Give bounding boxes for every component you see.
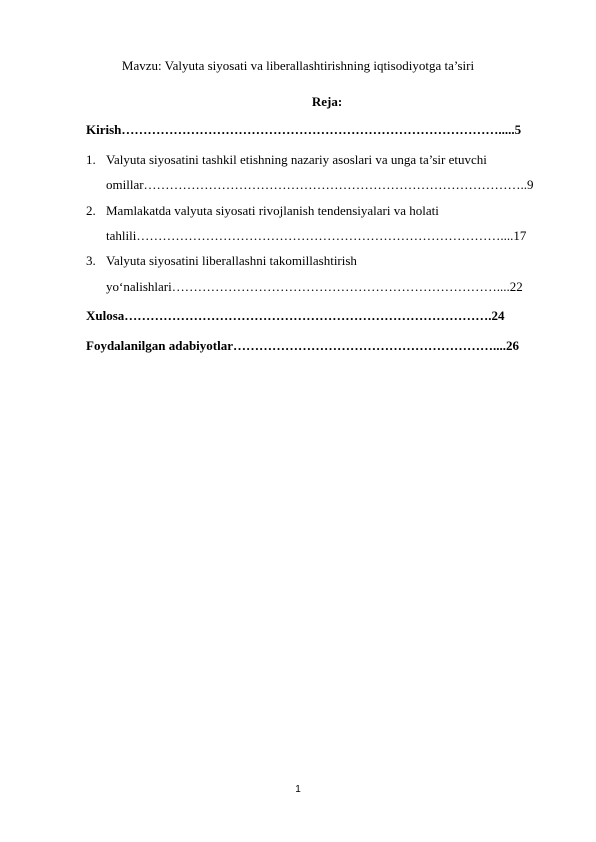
- toc-item-title-continuation: tahlili…………………………………………………………………………....17: [106, 228, 527, 243]
- toc-intro: Kirish…………………………………………………………………………….....5: [86, 122, 522, 137]
- toc-item-title-continuation: omillar……………………………………………………………………………..9: [106, 177, 534, 192]
- toc-item-title: Valyuta siyosatini liberallashni takomillashtirish: [106, 253, 357, 268]
- toc-conclusion: Xulosa………………………………………………………………………….24: [86, 308, 505, 323]
- plan-heading: Reja:: [311, 94, 343, 109]
- toc-item-number: 1.: [86, 152, 96, 167]
- toc-item-title-continuation: yo‘nalishlari…………………………………………………………………....22: [106, 279, 523, 294]
- toc-item-title: Mamlakatda valyuta siyosati rivojlanish tendensiyalari va holati: [106, 203, 439, 218]
- toc-item-title: Valyuta siyosatini tashkil etishning nazariy asoslari va unga ta’sir etuvchi: [106, 152, 487, 167]
- toc-item-number: 3.: [86, 253, 96, 268]
- toc-item-number: 2.: [86, 203, 96, 218]
- page-number: 1: [295, 784, 301, 795]
- document-title: Mavzu: Valyuta siyosati va liberallashtirishning iqtisodiyotga ta’siri: [121, 58, 475, 73]
- toc-references: Foydalanilgan adabiyotlar……………………………………………………....26: [86, 338, 519, 353]
